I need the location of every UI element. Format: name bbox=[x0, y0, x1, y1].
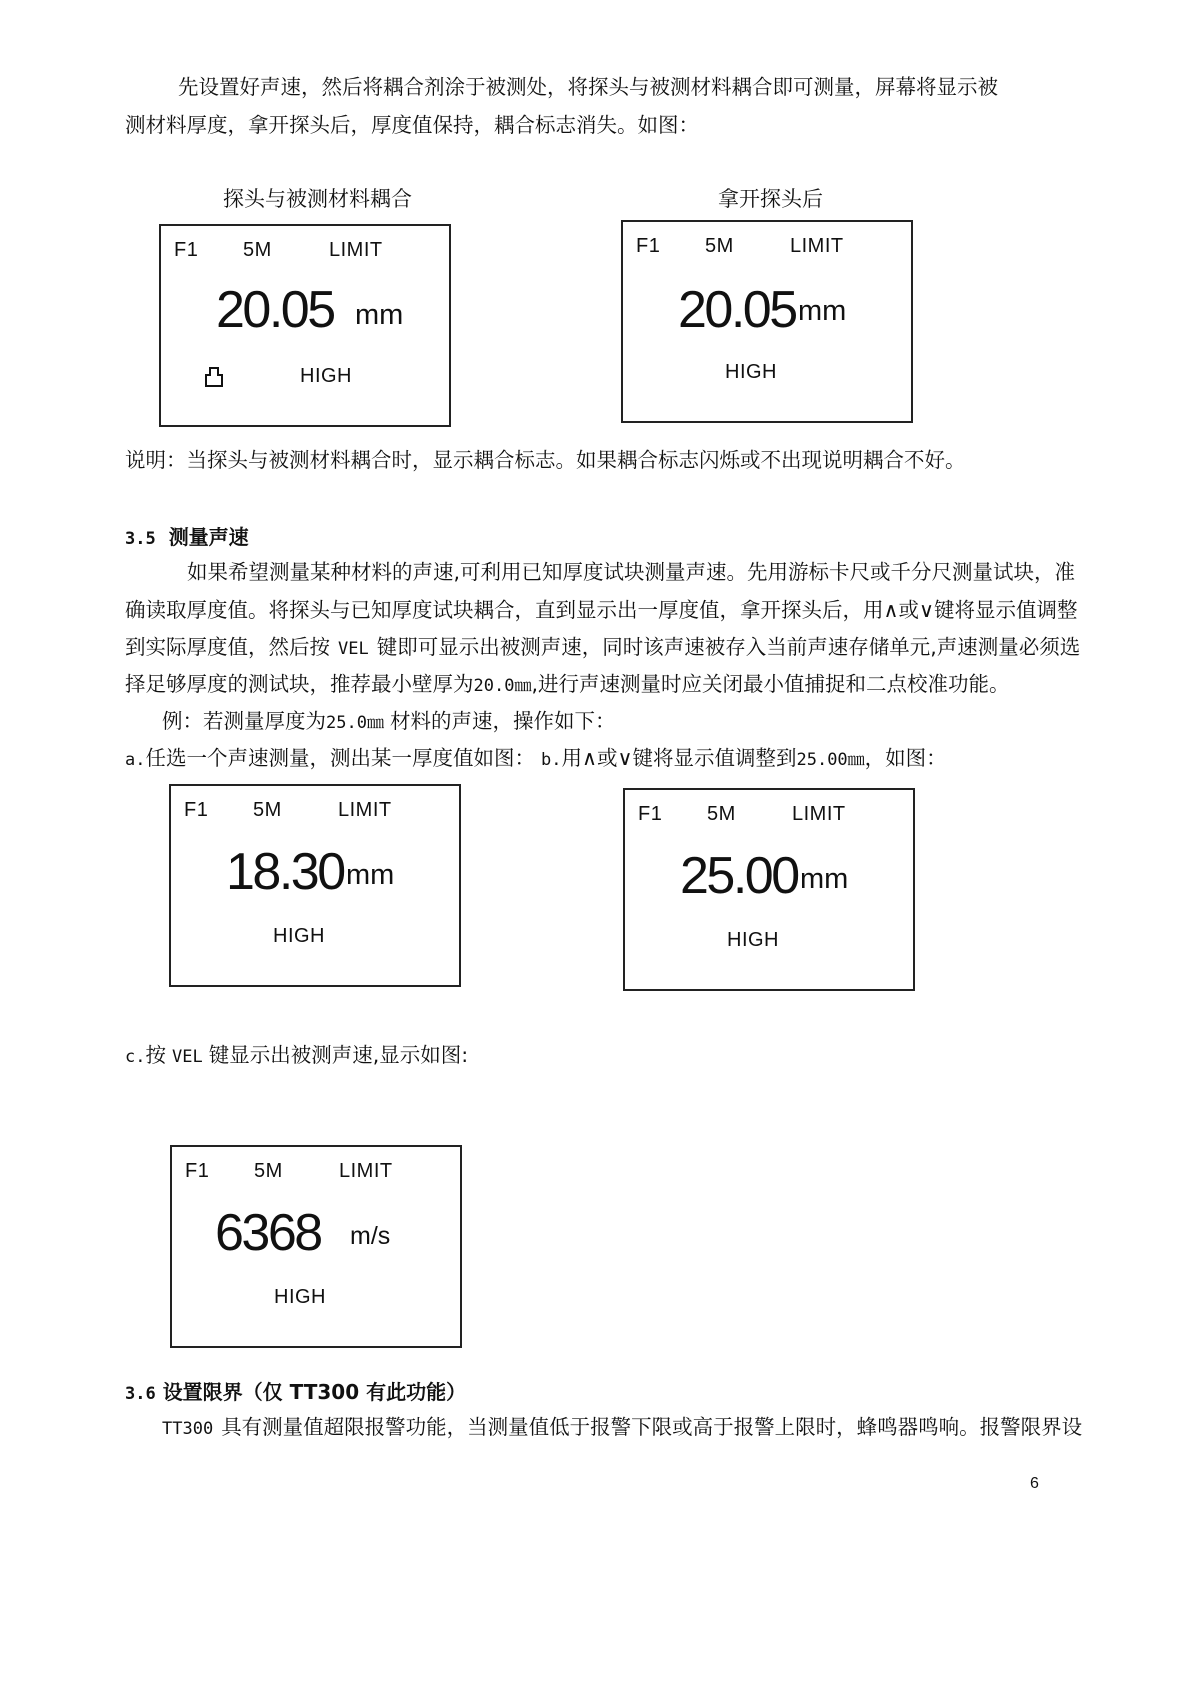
gauge-screen-removed bbox=[621, 220, 913, 423]
frequency-label: 5M bbox=[254, 1160, 283, 1182]
section-3-5-heading bbox=[125, 521, 249, 550]
sos-paragraph-line-4 bbox=[125, 664, 1009, 706]
probe-freq-label: F1 bbox=[174, 239, 199, 261]
min-thickness-value: 20.0㎜ bbox=[473, 676, 532, 696]
thickness-value: 20.05 bbox=[678, 281, 796, 339]
vel-key-label: VEL bbox=[171, 1047, 203, 1067]
vel-key-label: VEL bbox=[338, 639, 369, 659]
step-a-label: a. bbox=[125, 750, 146, 770]
step-c-label: c. bbox=[125, 1047, 146, 1067]
step-b-value: 25.00㎜ bbox=[796, 750, 865, 770]
coupling-note: 说明：当探头与被测材料耦合时，显示耦合标志。如果耦合标志闪烁或不出现说明耦合不好。 bbox=[125, 448, 966, 472]
caption-removed: 拿开探头后 bbox=[718, 187, 823, 211]
limit-paragraph-line-1 bbox=[162, 1407, 1082, 1449]
step-a-text: 任选一个声速测量，测出某一厚度值如图： bbox=[145, 746, 535, 770]
unit-label: mm bbox=[798, 295, 847, 327]
section-title: 测量声速 bbox=[168, 525, 249, 549]
limit-label: LIMIT bbox=[338, 799, 392, 821]
limit-label: LIMIT bbox=[790, 235, 844, 257]
gauge-screen-step-c bbox=[170, 1145, 462, 1348]
limit-label: LIMIT bbox=[329, 239, 383, 261]
frequency-label: 5M bbox=[243, 239, 272, 261]
step-c-line bbox=[125, 1035, 468, 1077]
section-number: 3.5 bbox=[125, 529, 156, 549]
gauge-screen-coupled bbox=[159, 224, 451, 427]
thickness-value: 25.00 bbox=[680, 847, 798, 905]
sos-paragraph-line-1: 如果希望测量某种材料的声速,可利用已知厚度试块测量声速。先用游标卡尺或千分尺测量试块，准 bbox=[187, 560, 1076, 584]
unit-label: mm bbox=[800, 863, 849, 895]
mode-label: HIGH bbox=[300, 365, 352, 387]
text: 键即可显示出被测声速，同时该声速被存入当前声速存储单元,声速测量必须选 bbox=[376, 635, 1081, 659]
limit-label: LIMIT bbox=[792, 803, 846, 825]
frequency-label: 5M bbox=[707, 803, 736, 825]
limit-label: LIMIT bbox=[339, 1160, 393, 1182]
section-3-6-heading bbox=[125, 1376, 466, 1405]
step-b-text: 用∧或∨键将显示值调整到 bbox=[561, 746, 797, 770]
mode-label: HIGH bbox=[727, 929, 779, 951]
text: ,进行声速测量时应关闭最小值捕捉和二点校准功能。 bbox=[531, 672, 1010, 696]
intro-line-2: 测材料厚度，拿开探头后，厚度值保持，耦合标志消失。如图： bbox=[125, 113, 699, 137]
frequency-label: 5M bbox=[705, 235, 734, 257]
probe-freq-label: F1 bbox=[184, 799, 209, 821]
caption-coupled: 探头与被测材料耦合 bbox=[223, 187, 412, 211]
frequency-label: 5M bbox=[253, 799, 282, 821]
gauge-screen-step-a bbox=[169, 784, 461, 987]
mode-label: HIGH bbox=[274, 1286, 326, 1308]
coupling-icon bbox=[204, 366, 224, 388]
unit-label: mm bbox=[355, 299, 404, 331]
text: 具有测量值超限报警功能，当测量值低于报警下限或高于报警上限时，蜂鸣器鸣响。报警限界设 bbox=[221, 1415, 1083, 1439]
unit-label: m/s bbox=[350, 1222, 391, 1250]
text: 例：若测量厚度为 bbox=[162, 709, 326, 733]
model-name: TT300 bbox=[162, 1419, 214, 1439]
thickness-value: 18.30 bbox=[226, 843, 344, 901]
text: 到实际厚度值，然后按 bbox=[125, 635, 330, 659]
step-b-text-end: ，如图： bbox=[864, 746, 947, 770]
probe-freq-label: F1 bbox=[638, 803, 663, 825]
section-title: 设置限界（仅 TT300 有此功能） bbox=[162, 1380, 467, 1404]
probe-freq-label: F1 bbox=[636, 235, 661, 257]
steps-a-b-line bbox=[125, 738, 947, 780]
mode-label: HIGH bbox=[273, 925, 325, 947]
unit-label: mm bbox=[346, 859, 395, 891]
text: 按 bbox=[145, 1043, 166, 1067]
probe-freq-label: F1 bbox=[185, 1160, 210, 1182]
section-number: 3.6 bbox=[125, 1384, 156, 1404]
mode-label: HIGH bbox=[725, 361, 777, 383]
text: 材料的声速，操作如下： bbox=[389, 709, 616, 733]
sos-paragraph-line-3 bbox=[125, 627, 1080, 669]
example-line bbox=[162, 701, 615, 743]
example-thickness: 25.0㎜ bbox=[326, 713, 384, 733]
text: 择足够厚度的测试块，推荐最小壁厚为 bbox=[125, 672, 474, 696]
text: 键显示出被测声速,显示如图: bbox=[208, 1043, 469, 1067]
gauge-screen-step-b bbox=[623, 788, 915, 991]
sound-velocity-value: 6368 bbox=[215, 1204, 321, 1262]
step-b-label: b. bbox=[540, 750, 562, 770]
sos-paragraph-line-2: 确读取厚度值。将探头与已知厚度试块耦合，直到显示出一厚度值，拿开探头后，用∧或∨键将显示值调整 bbox=[125, 598, 1078, 622]
intro-line-1: 先设置好声速，然后将耦合剂涂于被测处，将探头与被测材料耦合即可测量，屏幕将显示被 bbox=[178, 75, 998, 99]
thickness-value: 20.05 bbox=[216, 281, 334, 339]
page-number: 6 bbox=[1030, 1475, 1039, 1492]
